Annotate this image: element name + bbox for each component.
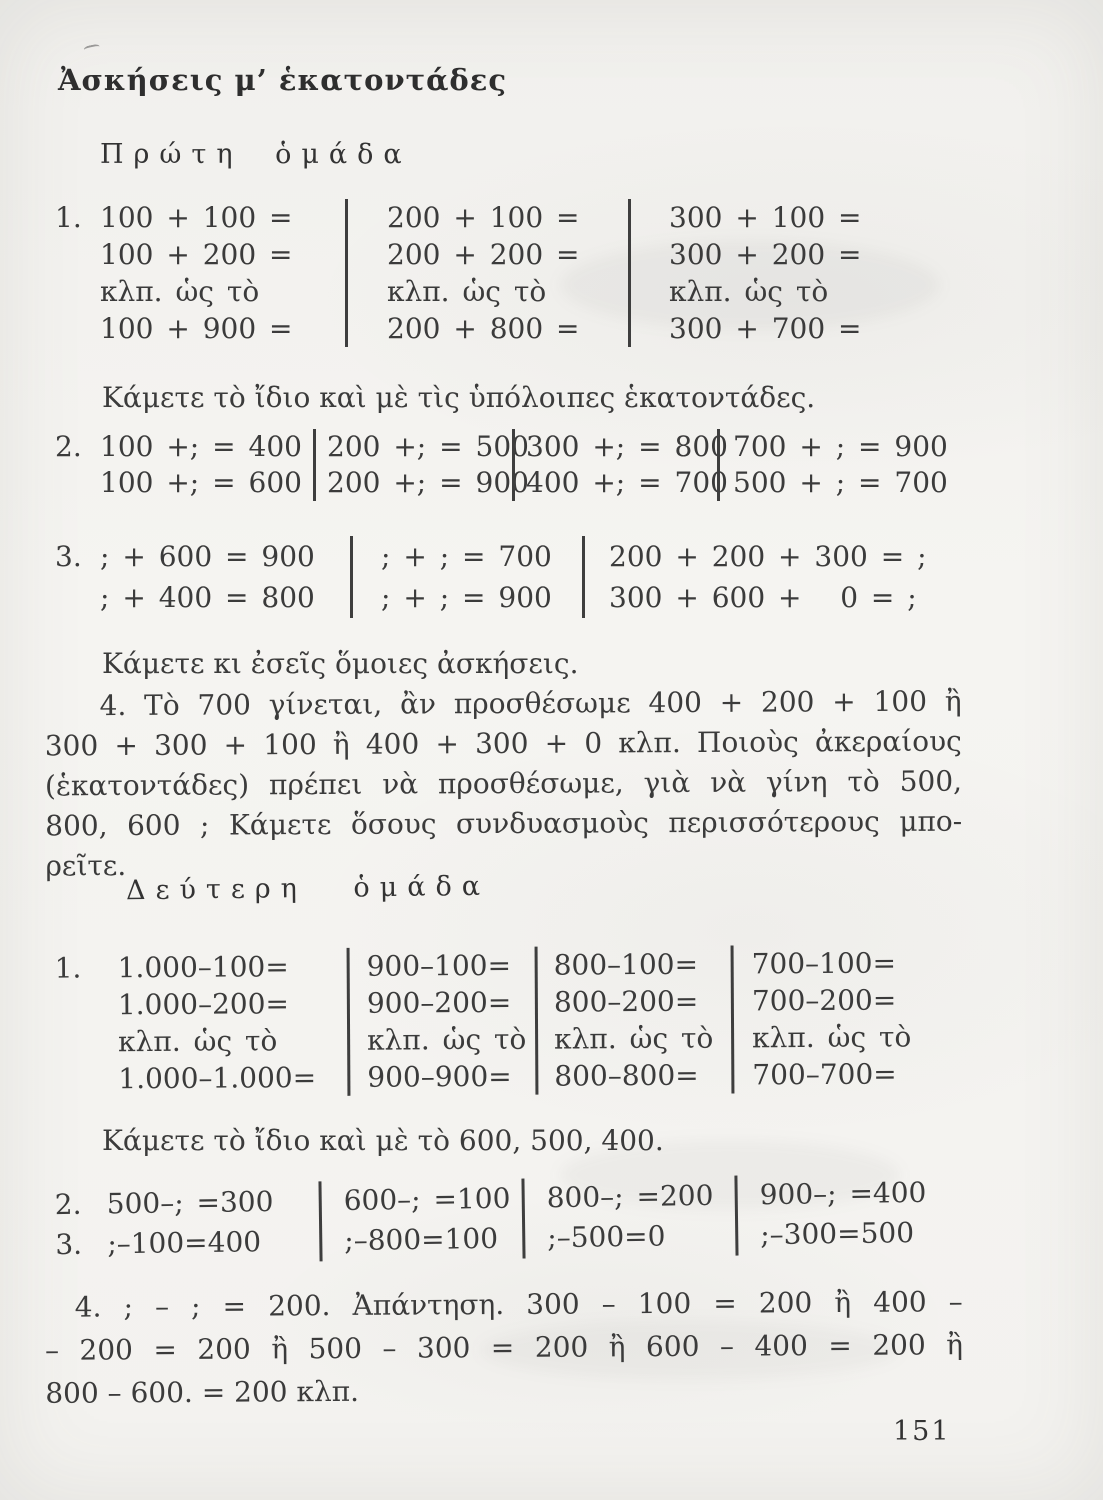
math-line: ; + ; = 900 bbox=[381, 581, 552, 614]
exercise-column bbox=[100, 429, 313, 501]
math-line: 900–200= bbox=[366, 985, 512, 1020]
group1-heading: Πρώτη ὁμάδα bbox=[100, 139, 412, 170]
math-line: 300 +; = 800 bbox=[526, 430, 728, 463]
math-line: 900–; =400 bbox=[759, 1175, 927, 1212]
stray-ink-mark bbox=[83, 43, 100, 54]
exercise-column bbox=[535, 945, 732, 1094]
math-line: ;–800=100 bbox=[344, 1221, 499, 1258]
math-line: 200 +; = 500 bbox=[327, 430, 529, 463]
exercise-column bbox=[731, 944, 912, 1093]
math-line: 100 + 100 = bbox=[100, 201, 293, 234]
math-line: 1.000–100= bbox=[117, 950, 289, 985]
group1-exercise-4 bbox=[44, 682, 962, 887]
math-line: ;–500=0 bbox=[547, 1219, 666, 1255]
page-number: 151 bbox=[893, 1416, 951, 1447]
math-line: 500 + ; = 700 bbox=[733, 466, 948, 499]
exercise-column bbox=[313, 429, 529, 501]
instruction-line: Κάμετε τὸ ἴδιο καὶ μὲ τὸ 600, 500, 400. bbox=[102, 1124, 664, 1157]
exercise-column bbox=[521, 1176, 735, 1259]
instruction-line: Κάμετε κι ἐσεῖς ὅμοιες ἀσκήσεις. bbox=[102, 647, 579, 680]
math-line: 700 + ; = 900 bbox=[733, 430, 948, 463]
exercise-number: 1. bbox=[55, 201, 82, 234]
math-line: κλπ. ὡς τὸ bbox=[387, 275, 547, 308]
paragraph-line: 4. Τὸ 700 γίνεται, ἂν προσθέσωμε 400 + 200 + 100 ἢ bbox=[99, 684, 962, 723]
math-line: κλπ. ὡς τὸ bbox=[554, 1021, 714, 1056]
exercise-column bbox=[582, 536, 927, 618]
math-line: ; + 400 = 800 bbox=[100, 581, 315, 614]
math-line: 200 + 200 = bbox=[387, 238, 580, 271]
math-line: 300 + 200 = bbox=[669, 238, 862, 271]
math-line: 200 + 100 = bbox=[387, 201, 580, 234]
exercise-number: 3. bbox=[55, 540, 82, 573]
exercise-column bbox=[512, 429, 728, 501]
exercise-column bbox=[628, 199, 862, 347]
math-line: 900–900= bbox=[367, 1059, 512, 1094]
group2-exercise-2-3 bbox=[54, 1173, 927, 1265]
math-line: ; + 600 = 900 bbox=[100, 540, 315, 573]
math-line: 100 + 900 = bbox=[100, 312, 293, 345]
paragraph-line: 300 + 300 + 100 ἢ 400 + 300 + 0 κλπ. Ποιοὺς ἀκεραίους bbox=[44, 724, 962, 763]
exercise-number: 2. bbox=[55, 430, 82, 463]
paragraph-line: ρεῖτε. bbox=[45, 848, 127, 883]
math-line: 700–700= bbox=[752, 1057, 897, 1092]
group1-exercise-2 bbox=[55, 429, 948, 501]
exercise-number: 3. bbox=[55, 1227, 83, 1262]
group2-heading: Δεύτερη ὁμάδα bbox=[125, 870, 491, 907]
math-line: κλπ. ὡς τὸ bbox=[118, 1024, 278, 1059]
math-line: κλπ. ὡς τὸ bbox=[669, 275, 829, 308]
group2-exercise-4 bbox=[45, 1280, 964, 1415]
exercise-column bbox=[106, 1181, 319, 1264]
math-line: 300 + 100 = bbox=[669, 201, 862, 234]
exercise-column bbox=[734, 1173, 927, 1256]
math-line: 400 +; = 700 bbox=[526, 466, 728, 499]
group1-exercise-1 bbox=[55, 199, 862, 347]
math-line: 200 + 200 + 300 = ; bbox=[609, 540, 927, 573]
math-line: 100 +; = 600 bbox=[100, 466, 302, 499]
math-line: 700–200= bbox=[751, 983, 897, 1018]
math-line: 100 + 200 = bbox=[100, 238, 293, 271]
math-line: 900–100= bbox=[366, 948, 512, 983]
math-line: 800–; =200 bbox=[546, 1178, 714, 1215]
math-line: 300 + 600 + 0 = ; bbox=[609, 581, 917, 614]
exercise-column bbox=[100, 199, 345, 347]
math-line: 200 +; = 900 bbox=[327, 466, 529, 499]
paragraph-line: (ἑκατοντάδες) πρέπει νὰ προσθέσωμε, γιὰ νὰ γίνη τὸ 500, bbox=[44, 764, 963, 803]
group1-exercise-3 bbox=[55, 536, 927, 618]
math-line: 600–; =100 bbox=[343, 1181, 511, 1218]
math-line: 1.000–200= bbox=[117, 987, 290, 1022]
math-line: 1.000–1.000= bbox=[118, 1061, 317, 1096]
math-line: ;–100=400 bbox=[107, 1225, 262, 1261]
math-line: 700–100= bbox=[751, 946, 897, 981]
exercise-column bbox=[100, 536, 350, 618]
exercise-column bbox=[717, 429, 948, 501]
math-line: κλπ. ὡς τὸ bbox=[752, 1020, 912, 1055]
page-title: Ἀσκήσεις μ’ ἑκατοντάδες bbox=[58, 63, 508, 97]
math-line: 200 + 800 = bbox=[387, 312, 580, 345]
paragraph-line: 4. ; – ; = 200. Ἀπάντηση. 300 – 100 = 200 ἢ 400 – bbox=[74, 1285, 963, 1324]
paragraph-line: 800, 600 ; Κάμετε ὅσους συνδυασμοὺς περισσότερους μπο- bbox=[45, 804, 963, 843]
exercise-number: 1. bbox=[54, 951, 82, 985]
math-line: 500–; =300 bbox=[106, 1185, 274, 1221]
exercise-column bbox=[318, 1179, 522, 1262]
math-line: ; + ; = 700 bbox=[381, 540, 552, 573]
exercise-number-column bbox=[54, 1184, 107, 1265]
math-line: 300 + 700 = bbox=[669, 312, 862, 345]
paragraph-line: – 200 = 200 ἢ 500 – 300 = 200 ἢ 600 – 400 = 200 ἢ bbox=[44, 1328, 964, 1367]
exercise-column bbox=[347, 947, 536, 1096]
math-line: κλπ. ὡς τὸ bbox=[100, 275, 260, 308]
math-line: 800–100= bbox=[553, 947, 699, 982]
math-line: ;–300=500 bbox=[760, 1216, 915, 1252]
math-line: 100 +; = 400 bbox=[100, 430, 302, 463]
math-line: 800–800= bbox=[554, 1058, 699, 1093]
instruction-line: Κάμετε τὸ ἴδιο καὶ μὲ τὶς ὑπόλοιπες ἑκατοντάδες. bbox=[102, 381, 816, 414]
group2-exercise-1 bbox=[55, 944, 912, 1097]
math-line: 800–200= bbox=[553, 984, 699, 1019]
exercise-number: 2. bbox=[54, 1187, 82, 1222]
paragraph-line: 800 – 600. = 200 κλπ. bbox=[45, 1374, 360, 1410]
exercise-column bbox=[118, 948, 348, 1097]
exercise-column bbox=[345, 199, 628, 347]
exercise-column bbox=[350, 536, 582, 618]
math-line: κλπ. ὡς τὸ bbox=[367, 1022, 527, 1057]
